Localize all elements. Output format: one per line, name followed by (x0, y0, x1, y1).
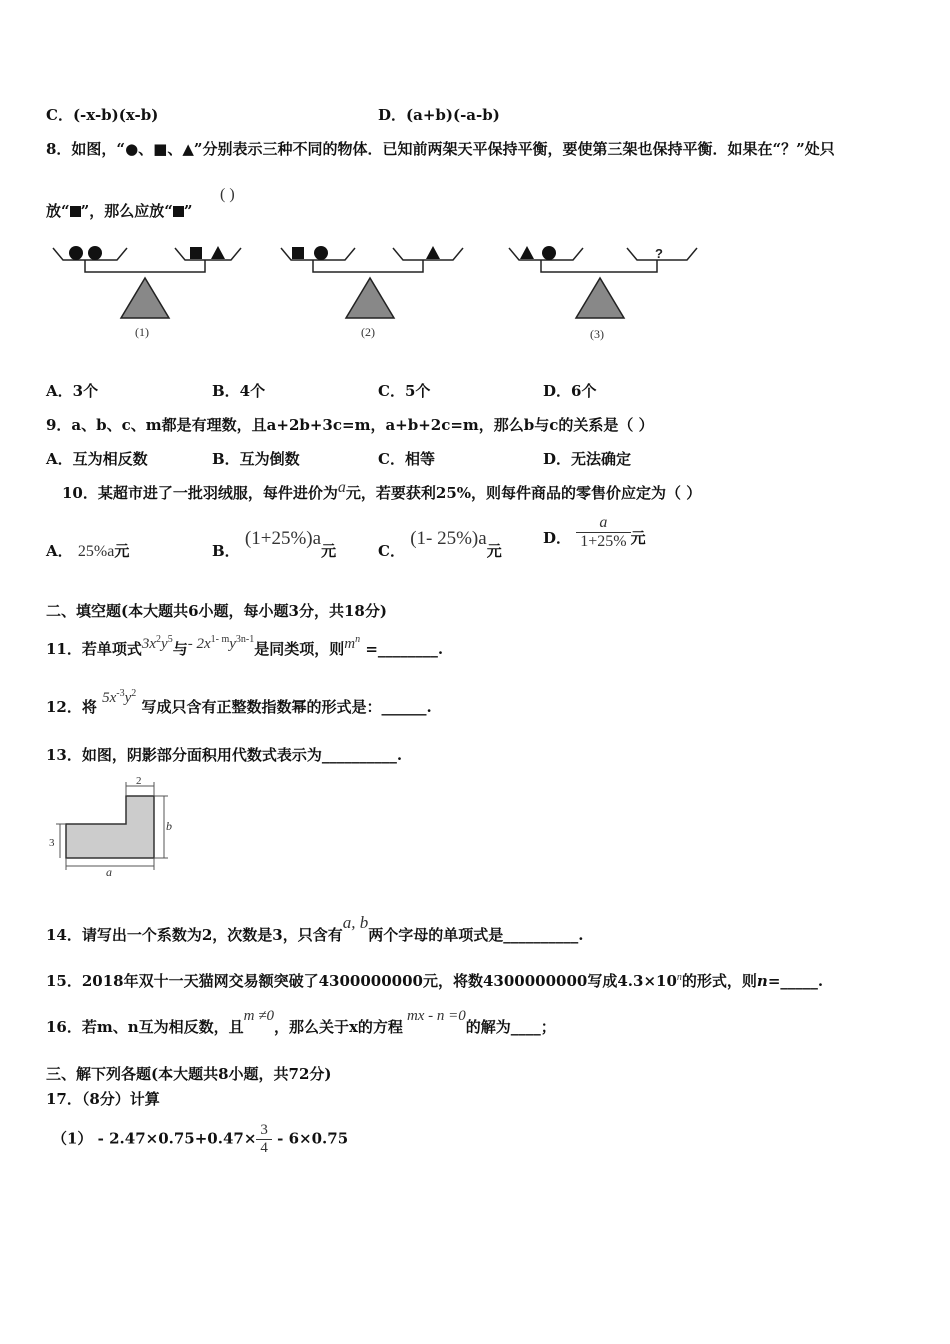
q8-option-b: B．4个 (212, 382, 266, 400)
q9-option-c: C．相等 (378, 450, 435, 468)
dim-left: 3 (49, 837, 55, 849)
balance-figures (45, 238, 705, 350)
q8-text-line2: 放“ ”，那么应放“ ” (46, 202, 193, 220)
q11-text: 11．若单项式$3x^2y^5$与- $2x^{1- m}y^{3n-1}$是同类项，则$m^n$ =________. (46, 634, 444, 658)
section-3-heading: 三、解下列各题(本大题共8小题，共72分) (46, 1065, 332, 1083)
shaded-area-figure (46, 774, 186, 878)
q13-text: 13．如图，阴影部分面积用代数式表示为__________. (46, 746, 403, 764)
q7-option-c: C．(-x-b)(x-b) (46, 106, 159, 124)
q14-text: 14．请写出一个系数为2，次数是3，只含有a, b两个字母的单项式是__________. (46, 913, 584, 944)
square-icon (190, 247, 202, 259)
circle-icon (314, 246, 328, 260)
caption-2: (2) (361, 325, 375, 339)
q8-answer-paren: ( ) (220, 186, 235, 203)
triangle-icon (426, 246, 440, 259)
square-icon (70, 206, 81, 217)
circle-icon (88, 246, 102, 260)
circle-icon (69, 246, 83, 260)
q12-text: 12．将 $5x^{-3}y^2$ 写成只含有正整数指数幂的形式是：______. (46, 688, 432, 716)
q10-option-d: D． $\frac{a}{1+25\%}$ 元 (543, 514, 646, 550)
q15-text: 15．2018年双十一天猫网交易额突破了4300000000元，将数4300000000写成$4.3\times 10^n$的形式，则n=_____. (46, 972, 824, 990)
dim-top: 2 (136, 775, 142, 787)
section-2-heading: 二、填空题(本大题共6小题，每小题3分，共18分) (46, 602, 387, 620)
q8-option-c: C．5个 (378, 382, 431, 400)
triangle-icon (520, 246, 534, 259)
q9-option-a: A．互为相反数 (46, 450, 148, 468)
square-icon (292, 247, 304, 259)
q8-option-a: A．3个 (46, 382, 99, 400)
dim-right: b (166, 819, 172, 833)
dim-bottom: a (106, 865, 112, 878)
q10-text: 10．某超市进了一批羽绒服，每件进价为a元，若要获利25%，则每件商品的零售价应定为（ ） (62, 479, 702, 502)
q10-option-c: C． (1- 25%)a元 (378, 528, 502, 560)
q7-option-d: D．(a+b)(-a-b) (378, 106, 500, 124)
q9-option-d: D．无法确定 (543, 450, 632, 468)
balance-3 (509, 248, 697, 318)
q8-text-line1: 8．如图，“●、■、▲”分别表示三种不同的物体．已知前两架天平保持平衡，要使第三架也保持平衡．如果在“？”处只 (46, 140, 835, 158)
square-icon (173, 206, 184, 217)
question-mark: ? (655, 246, 663, 261)
q17-title: 17．（8分）计算 (46, 1090, 160, 1108)
caption-1: (1) (135, 325, 149, 339)
circle-icon (542, 246, 556, 260)
q10-option-b: B． (1+25%)a元 (212, 528, 337, 560)
q9-text: 9．a、b、c、m都是有理数，且a+2b+3c=m，a+b+2c=m，那么b与c的关系是（ ） (46, 416, 654, 434)
q9-option-b: B．互为倒数 (212, 450, 300, 468)
q17-part1: （1） - 2.47×0.75+0.47× $\frac{3}{4}$ - 6×0.75 (52, 1122, 349, 1156)
q10-option-a: A． 25%a元 (46, 542, 130, 560)
triangle-icon (211, 246, 225, 259)
caption-3: (3) (590, 327, 604, 341)
q8-option-d: D．6个 (543, 382, 597, 400)
q16-text: 16．若m、n互为相反数，且m ≠0，那么关于x的方程mx - n =0的解为____； (46, 1008, 556, 1036)
